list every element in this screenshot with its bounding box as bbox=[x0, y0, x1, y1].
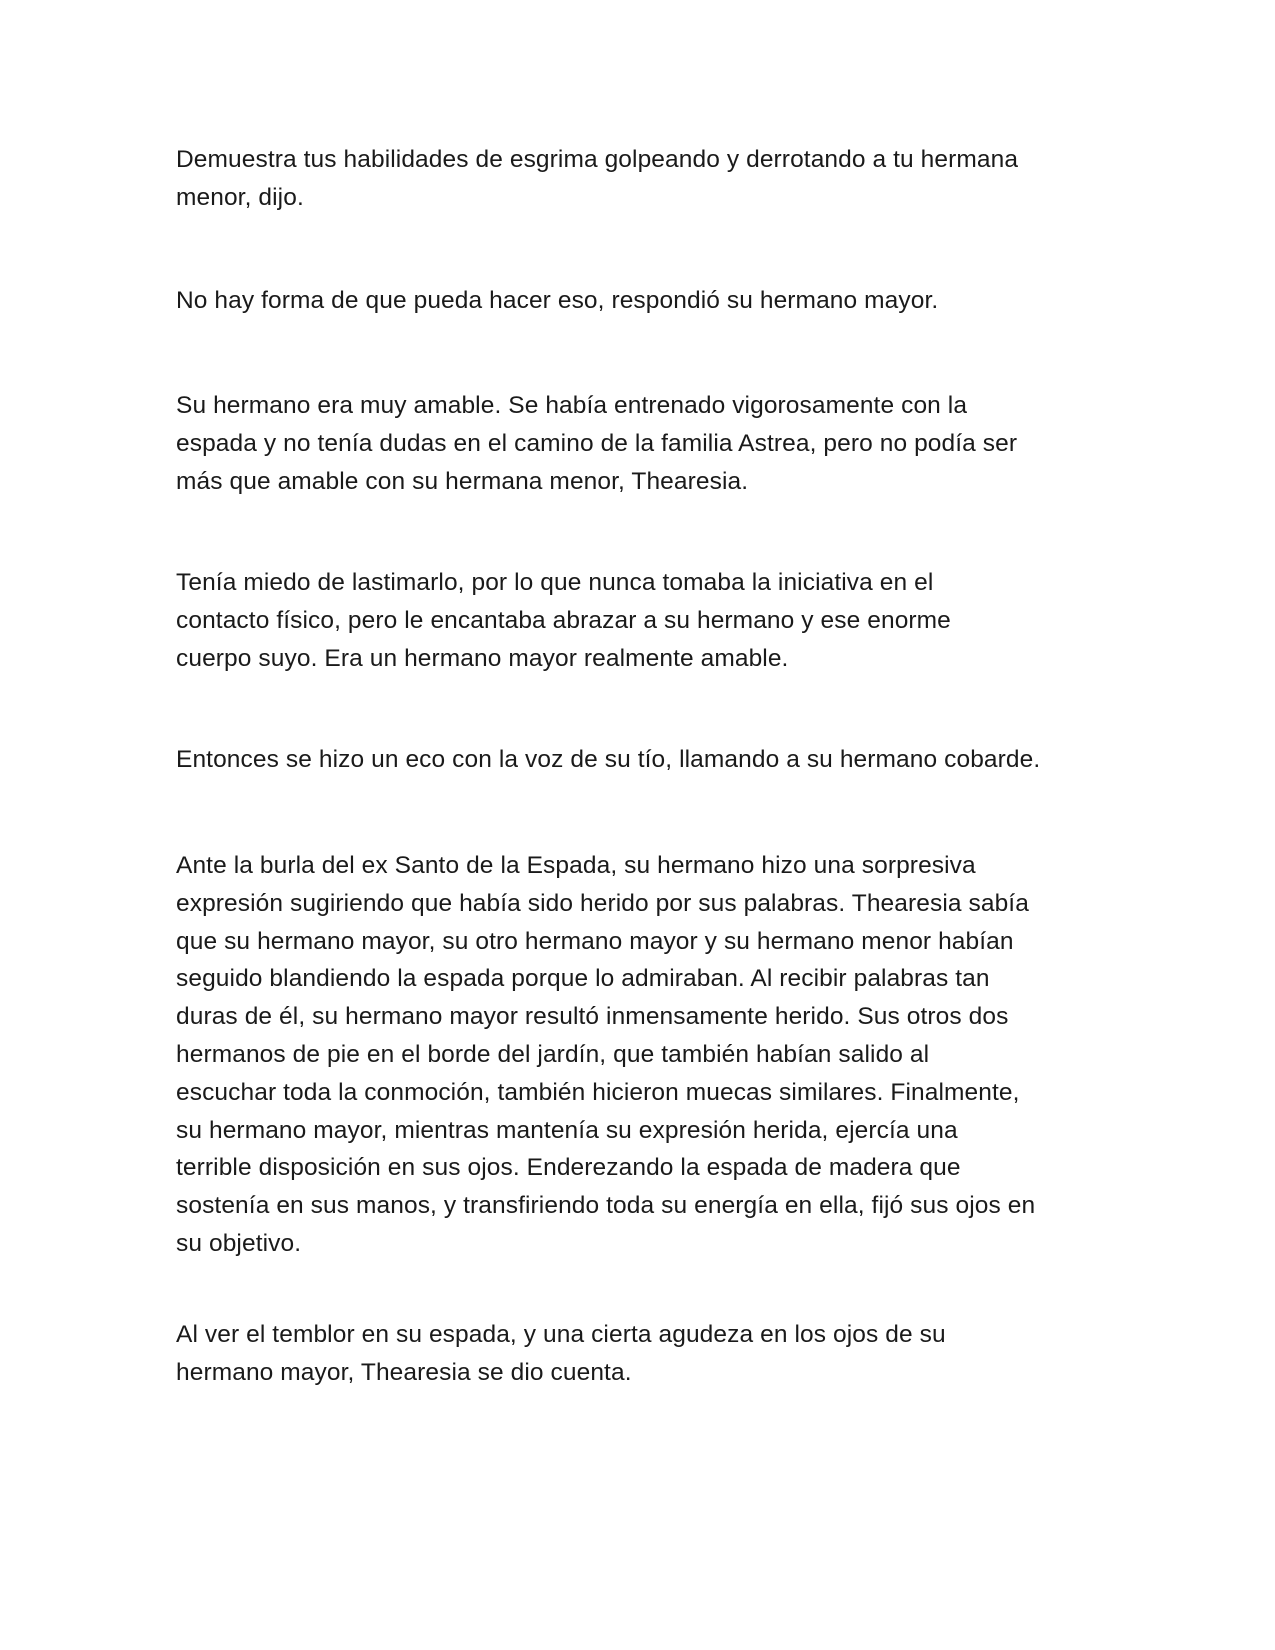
text-line: sostenía en sus manos, y transfiriendo toda su energía en ella, fijó sus ojos en bbox=[176, 1192, 1036, 1220]
text-line: cuerpo suyo. Era un hermano mayor realmente amable. bbox=[176, 644, 789, 672]
paragraph-6 bbox=[176, 847, 1116, 1263]
text-line: Al ver el temblor en su espada, y una cierta agudeza en los ojos de su bbox=[176, 1321, 946, 1348]
text-line: que su hermano mayor, su otro hermano mayor y su hermano menor habían bbox=[176, 927, 1014, 955]
text-line: menor, dijo. bbox=[176, 183, 304, 211]
text-line: Tenía miedo de lastimarlo, por lo que nunca tomaba la iniciativa en el bbox=[176, 569, 934, 596]
text-line: duras de él, su hermano mayor resultó inmensamente herido. Sus otros dos bbox=[176, 1003, 1009, 1031]
text-line: contacto físico, pero le encantaba abrazar a su hermano y ese enorme bbox=[176, 606, 951, 634]
text-line: su objetivo. bbox=[176, 1229, 302, 1257]
text-line: Entonces se hizo un eco con la voz de su tío, llamando a su hermano cobarde. bbox=[176, 746, 1041, 773]
text-line: hermano mayor, Thearesia se dio cuenta. bbox=[176, 1358, 632, 1386]
text-line: terrible disposición en sus ojos. Enderezando la espada de madera que bbox=[176, 1154, 961, 1182]
paragraph-5 bbox=[176, 741, 1116, 779]
text-line: su hermano mayor, mientras mantenía su expresión herida, ejercía una bbox=[176, 1116, 958, 1144]
text-line: No hay forma de que pueda hacer eso, respondió su hermano mayor. bbox=[176, 287, 939, 314]
text-line: Demuestra tus habilidades de esgrima golpeando y derrotando a tu hermana bbox=[176, 146, 1019, 173]
paragraph-1 bbox=[176, 141, 1116, 217]
paragraph-4 bbox=[176, 564, 1116, 677]
text-line: escuchar toda la conmoción, también hicieron muecas similares. Finalmente, bbox=[176, 1078, 1020, 1106]
text-line: Su hermano era muy amable. Se había entrenado vigorosamente con la bbox=[176, 392, 968, 419]
text-line: más que amable con su hermana menor, Thearesia. bbox=[176, 467, 749, 495]
text-line: expresión sugiriendo que había sido herido por sus palabras. Thearesia sabía bbox=[176, 889, 1029, 917]
paragraph-3 bbox=[176, 387, 1116, 500]
paragraph-2 bbox=[176, 282, 1116, 320]
text-line: hermanos de pie en el borde del jardín, que también habían salido al bbox=[176, 1040, 930, 1068]
text-line: espada y no tenía dudas en el camino de la familia Astrea, pero no podía ser bbox=[176, 429, 1018, 457]
paragraph-7 bbox=[176, 1316, 1116, 1392]
text-line: seguido blandiendo la espada porque lo admiraban. Al recibir palabras tan bbox=[176, 965, 990, 993]
text-line: Ante la burla del ex Santo de la Espada, su hermano hizo una sorpresiva bbox=[176, 852, 976, 879]
